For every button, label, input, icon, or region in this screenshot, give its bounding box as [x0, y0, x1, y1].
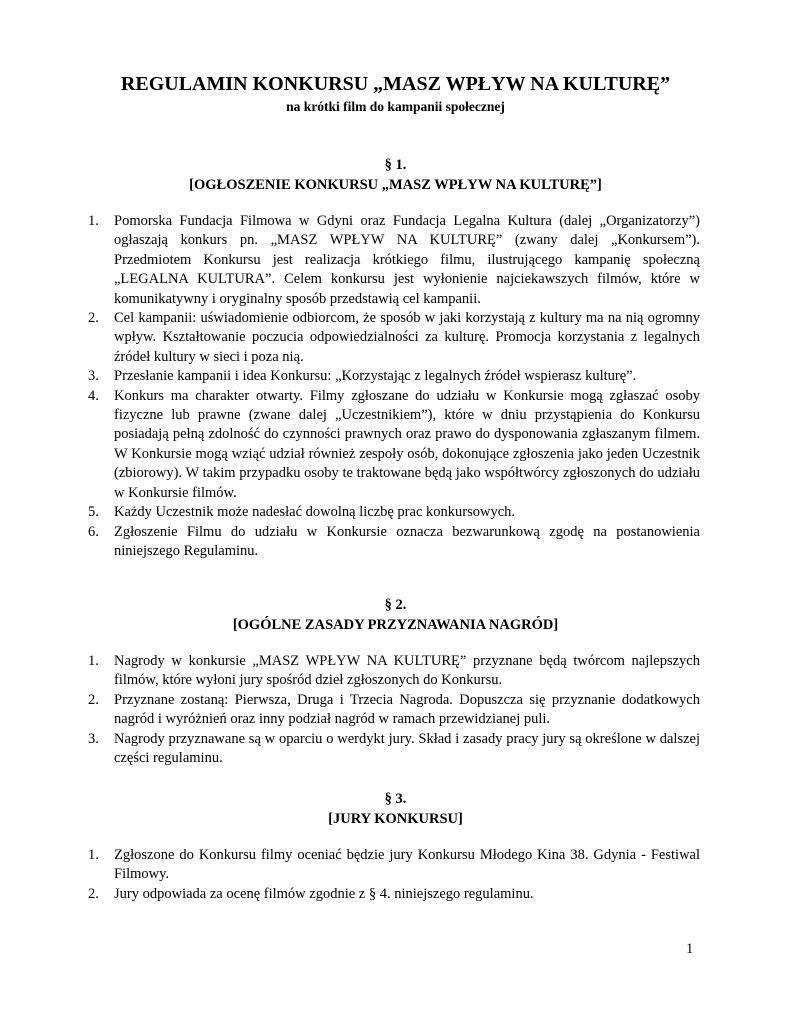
item-text: Zgłoszone do Konkursu filmy oceniać będzie jury Konkursu Młodego Kina 38. Gdynia - Festiwal Filmowy.: [114, 847, 700, 883]
list-item: [88, 730, 700, 769]
section-1-heading: [OGŁOSZENIE KONKURSU „MASZ WPŁYW NA KULTURĘ”]: [189, 177, 602, 193]
list-item: [88, 691, 700, 730]
section-1-number: § 1.: [384, 157, 407, 173]
item-text: Jury odpowiada za ocenę filmów zgodnie z § 4. niniejszego regulaminu.: [114, 885, 534, 902]
list-item: [88, 503, 700, 522]
item-number: 2.: [88, 310, 99, 327]
item-text: Nagrody przyznawane są w oparciu o werdykt jury. Skład i zasady pracy jury są określone w dalszej części regulaminu.: [114, 730, 700, 767]
section-3-list: [88, 846, 700, 904]
list-item: [88, 387, 700, 503]
item-number: 2.: [88, 885, 99, 902]
item-text: Konkurs ma charakter otwarty. Filmy zgłoszane do udziału w Konkursie mogą zgłaszać osoby fizyczne lub prawne (zwane dalej „Uczestnikiem”), które w dniu przystąpienia do Konkursu posiadają pełną zdolność do czynności prawnych oraz prawo do dysponowania zgłaszanym filmem. W Konkursie mogą wziąć udział również zespoły osób, dokonujące zgłoszenia jako jeden Uczestnik (zbiorowy). W takim przypadku osoby te traktowane będą jako współtwórcy zgłoszonych do udziału w Konkursie filmów.: [114, 387, 700, 501]
item-number: 1.: [88, 213, 99, 229]
list-item: [88, 309, 700, 367]
list-item: [88, 885, 700, 904]
item-number: 4.: [88, 387, 99, 404]
section-2-list: [88, 652, 700, 768]
list-item: [88, 523, 700, 562]
item-number: 3.: [88, 368, 99, 385]
item-text: Przyznane zostaną: Pierwsza, Druga i Trzecia Nagroda. Dopuszcza się przyznanie dodatkowych nagród i wyróżnień oraz inny podział nagród w ramach przewidzianej puli.: [114, 691, 700, 728]
item-text: Przesłanie kampanii i idea Konkursu: „Korzystając z legalnych źródeł wspierasz kulturę”.: [114, 368, 637, 385]
section-2-heading: [OGÓLNE ZASADY PRZYZNAWANIA NAGRÓD]: [232, 617, 559, 633]
item-text: Nagrody w konkursie „MASZ WPŁYW NA KULTURĘ” przyznane będą twórcom najlepszych filmów, które wyłoni jury spośród dzieł zgłoszonych do Konkursu.: [114, 653, 700, 689]
section-3-heading: [JURY KONKURSU]: [328, 811, 463, 827]
item-text: Pomorska Fundacja Filmowa w Gdyni oraz Fundacja Legalna Kultura (dalej „Organizatorzy”) ogłaszają konkurs pn. „MASZ WPŁYW NA KULTURĘ” (zwany dalej „Konkursem”). Przedmiotem Konkursu jest realizacja krótkiego filmu, ilustrującego kampanię społeczną „LEGALNA KULTURA”. Celem konkursu jest wyłonienie najciekawszych filmów, które w komunikatywny i oryginalny sposób przedstawią cel kampanii.: [114, 213, 700, 307]
document-title: REGULAMIN KONKURSU „MASZ WPŁYW NA KULTURĘ”: [120, 73, 671, 95]
section-3-number: § 3.: [384, 791, 407, 807]
item-text: Zgłoszenie Filmu do udziału w Konkursie oznacza bezwarunkową zgodę na postanowienia niniejszego Regulaminu.: [114, 523, 700, 559]
item-text: Cel kampanii: uświadomienie odbiorcom, że sposób w jaki korzystają z kultury ma na nią ogromny wpływ. Kształtowanie poczucia odpowiedzialności za kulturę. Promocja korzystania z legalnych źródeł kultury w sieci i poza nią.: [114, 310, 700, 365]
item-number: 1.: [88, 653, 99, 669]
list-item: [88, 367, 700, 386]
item-number: 2.: [88, 691, 99, 708]
list-item: [88, 846, 700, 885]
list-item: [88, 652, 700, 691]
item-text: Każdy Uczestnik może nadesłać dowolną liczbę prac konkursowych.: [114, 504, 516, 521]
page-number: 1: [686, 941, 694, 957]
item-number: 5.: [88, 504, 99, 521]
item-number: 1.: [88, 847, 99, 863]
item-number: 3.: [88, 730, 99, 747]
document-subtitle: na krótki film do kampanii społecznej: [286, 99, 505, 114]
section-1-list: [88, 212, 700, 561]
item-number: 6.: [88, 523, 99, 540]
list-item: [88, 212, 700, 309]
section-2-number: § 2.: [384, 597, 407, 613]
